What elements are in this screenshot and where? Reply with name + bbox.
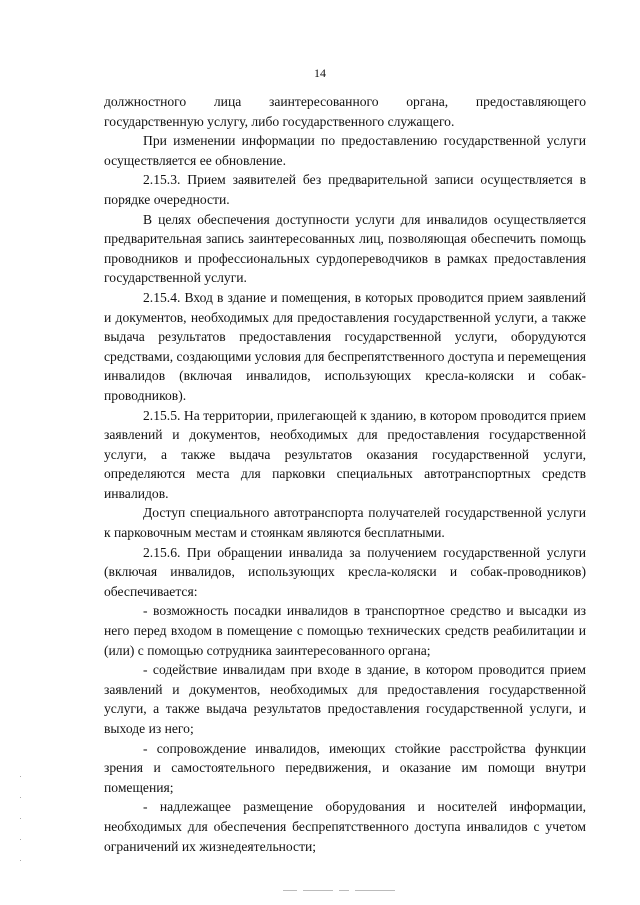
paragraph-info-update: При изменении информации по предоставлению государственной услуги осуществляется ее обновление.: [104, 133, 586, 168]
list-item-entry-assistance: - содействие инвалидам при входе в здание, в котором проводится прием заявлений и документов, необходимых для предоставления государственной услуги, а также выдача результатов предоставления государственной услуги, и выходе из него;: [104, 662, 586, 736]
scan-footer-artifact: [283, 890, 413, 892]
list-item-boarding: - возможность посадки инвалидов в транспортное средство и высадки из него перед входом в помещение с помощью технических средств реабилитации и (или) с помощью сотрудника заинтересованного органа;: [104, 603, 586, 658]
paragraph-2-15-5: 2.15.5. На территории, прилегающей к зданию, в котором проводится прием заявлений и документов, необходимых для предоставления государственной услуги, а также выдача результатов оказания государственной услуги, определяются места для парковки специальных автотранспортных средств инвалидов.: [104, 407, 586, 501]
paragraph-2-15-6: 2.15.6. При обращении инвалида за получением государственной услуги (включая инвалидов, использующих кресла-коляски и собак-проводников) обеспечивается:: [104, 544, 586, 599]
list-item-equipment-placement: - надлежащее размещение оборудования и носителей информации, необходимых для обеспечения беспрепятственного доступа инвалидов с учетом ограничений их жизнедеятельности;: [104, 799, 586, 854]
paragraph-2-15-4: 2.15.4. Вход в здание и помещения, в которых проводится прием заявлений и документов, необходимых для предоставления государственной услуги, а также выдача результатов предоставления государственной услуги, оборудуются средствами, создающими условия для беспрепятственного доступа и перемещения инвалидов (включая инвалидов, использующих кресла-коляски и собак-проводников).: [104, 289, 586, 403]
paragraph-preregistration: В целях обеспечения доступности услуги для инвалидов осуществляется предварительная запись заинтересованных лиц, позволяющая обеспечить помощь проводников и профессиональных сурдопереводчиков в рамках предоставления государственной услуги.: [104, 211, 586, 286]
paragraph-continuation: должностного лица заинтересованного органа, предоставляющего государственную услугу, либо государственного служащего.: [104, 94, 586, 129]
list-item-escort: - сопровождение инвалидов, имеющих стойкие расстройства функции зрения и самостоятельного передвижения, и оказание им помощи внутри помещения;: [104, 740, 586, 795]
scan-margin-artifacts: [20, 776, 22, 886]
paragraph-parking-access: Доступ специального автотранспорта получателей государственной услуги к парковочным местам и стоянкам являются бесплатными.: [104, 505, 586, 541]
paragraph-2-15-3: 2.15.3. Прием заявителей без предварительной записи осуществляется в порядке очередности.: [104, 172, 586, 207]
page-number: 14: [314, 66, 326, 80]
document-body: [104, 92, 586, 856]
